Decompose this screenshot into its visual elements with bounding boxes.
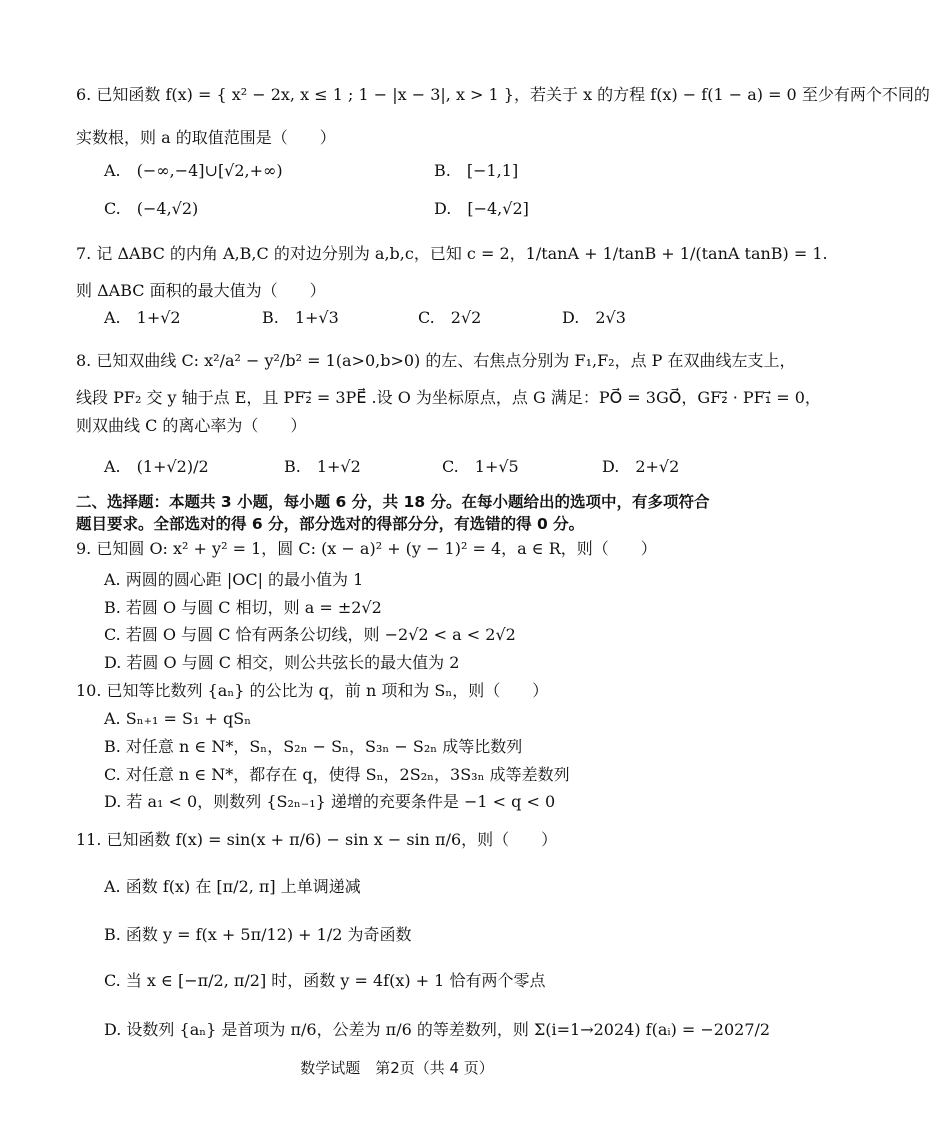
q6-stem-line2: 实数根，则 a 的取值范围是（ ） <box>76 128 336 147</box>
q8-stem-line2: 线段 PF₂ 交 y 轴于点 E，且 PF₂⃗ = 3PE⃗ .设 O 为坐标原点，点 G 满足：PO⃗ = 3GO⃗，GF₂⃗ · PF₁⃗ = 0， <box>76 388 821 407</box>
q8-option-d: D. 2+√2 <box>602 457 680 476</box>
q7-option-d: D. 2√3 <box>562 308 626 327</box>
q7-option-a: A. 1+√2 <box>104 308 181 327</box>
section-2-heading-line2: 题目要求。全部选对的得 6 分，部分选对的得部分分，有选错的得 0 分。 <box>76 515 585 533</box>
q10-option-c: C. 对任意 n ∈ N*，都存在 q，使得 Sₙ，2S₂ₙ，3S₃ₙ 成等差数列 <box>104 765 570 784</box>
q9-option-a: A. 两圆的圆心距 |OC| 的最小值为 1 <box>104 570 364 589</box>
q7-option-b: B. 1+√3 <box>262 308 339 327</box>
q8-option-a: A. (1+√2)/2 <box>104 457 209 476</box>
q11-option-b: B. 函数 y = f(x + 5π/12) + 1/2 为奇函数 <box>104 925 412 944</box>
q9-stem: 9. 已知圆 O: x² + y² = 1，圆 C: (x − a)² + (y − 1)² = 4，a ∈ R，则（ ） <box>76 539 657 558</box>
q9-option-c: C. 若圆 O 与圆 C 恰有两条公切线，则 −2√2 < a < 2√2 <box>104 625 516 644</box>
q10-stem: 10. 已知等比数列 {aₙ} 的公比为 q，前 n 项和为 Sₙ，则（ ） <box>76 681 549 700</box>
q7-option-c: C. 2√2 <box>418 308 482 327</box>
q6-option-d: D. [−4,√2] <box>434 199 529 218</box>
q8-option-b: B. 1+√2 <box>284 457 361 476</box>
q10-option-b: B. 对任意 n ∈ N*，Sₙ，S₂ₙ − Sₙ，S₃ₙ − S₂ₙ 成等比数列 <box>104 737 523 756</box>
q11-stem: 11. 已知函数 f(x) = sin(x + π/6) − sin x − sin π/6，则（ ） <box>76 830 558 849</box>
q11-option-d: D. 设数列 {aₙ} 是首项为 π/6，公差为 π/6 的等差数列，则 Σ(i=1→2024) f(aᵢ) = −2027/2 <box>104 1020 771 1039</box>
section-2-heading-line1: 二、选择题：本题共 3 小题，每小题 6 分，共 18 分。在每小题给出的选项中，有多项符合 <box>76 493 710 511</box>
q6-option-a: A. (−∞,−4]∪[√2,+∞) <box>104 161 283 180</box>
q11-option-c: C. 当 x ∈ [−π/2, π/2] 时，函数 y = 4f(x) + 1 恰有两个零点 <box>104 971 546 990</box>
q9-option-d: D. 若圆 O 与圆 C 相交，则公共弦长的最大值为 2 <box>104 653 460 672</box>
q8-stem-line1: 8. 已知双曲线 C: x²/a² − y²/b² = 1(a>0,b>0) 的左、右焦点分别为 F₁,F₂，点 P 在双曲线左支上， <box>76 351 796 370</box>
q6-option-c: C. (−4,√2) <box>104 199 199 218</box>
q6-option-b: B. [−1,1] <box>434 161 519 180</box>
q6-stem-line1: 6. 已知函数 f(x) = { x² − 2x, x ≤ 1 ; 1 − |x − 3|, x > 1 }，若关于 x 的方程 f(x) − f(1 − a) = 0 至少有两个不同的 <box>76 85 930 104</box>
q8-stem-line3: 则双曲线 C 的离心率为（ ） <box>76 416 307 435</box>
q9-option-b: B. 若圆 O 与圆 C 相切，则 a = ±2√2 <box>104 598 382 617</box>
q8-option-c: C. 1+√5 <box>442 457 519 476</box>
page-footer: 数学试题 第2页（共 4 页） <box>300 1059 494 1077</box>
q7-stem-line1: 7. 记 ΔABC 的内角 A,B,C 的对边分别为 a,b,c，已知 c = 2，1/tanA + 1/tanB + 1/(tanA tanB) = 1. <box>76 244 828 263</box>
q10-option-a: A. Sₙ₊₁ = S₁ + qSₙ <box>104 709 252 728</box>
q10-option-d: D. 若 a₁ < 0，则数列 {S₂ₙ₋₁} 递增的充要条件是 −1 < q < 0 <box>104 792 556 811</box>
q7-stem-line2: 则 ΔABC 面积的最大值为（ ） <box>76 281 326 300</box>
q11-option-a: A. 函数 f(x) 在 [π/2, π] 上单调递减 <box>104 877 361 896</box>
